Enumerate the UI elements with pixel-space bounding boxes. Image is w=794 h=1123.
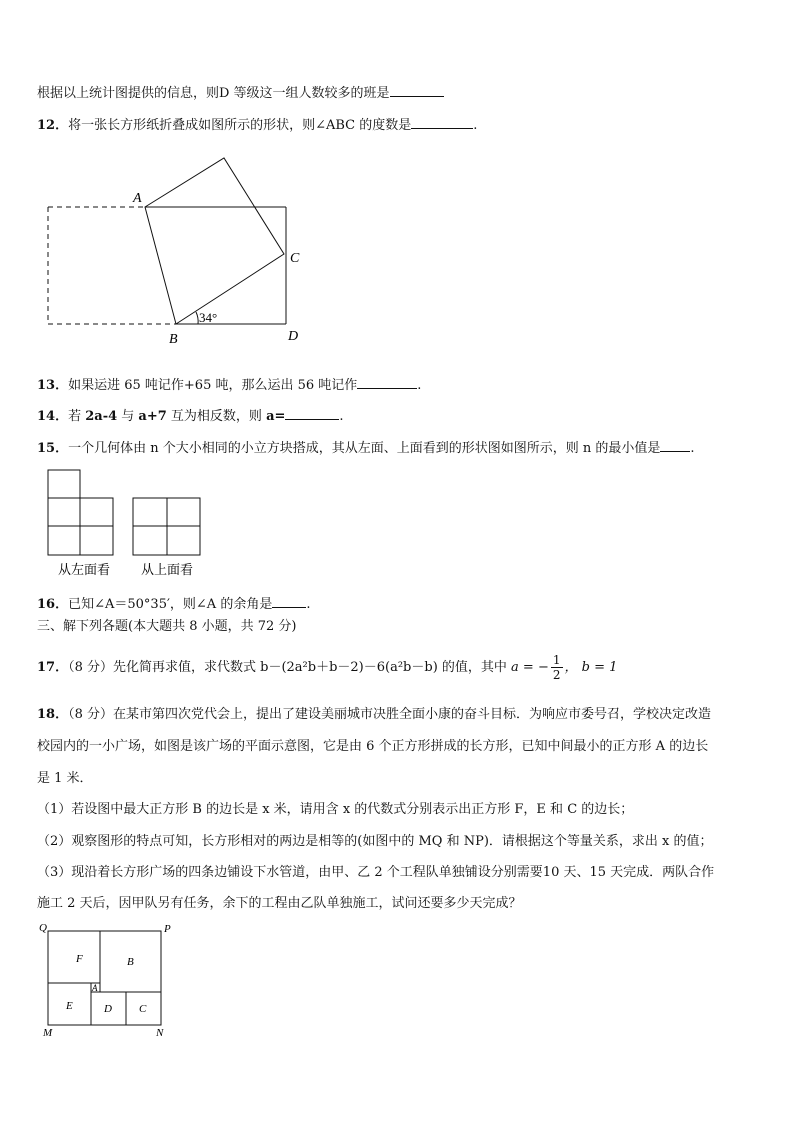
question-end: . [417,378,422,393]
label-p: P [164,923,171,935]
label-q: Q [39,922,47,934]
question-text: （8 分）在某市第四次党代会上，提出了建设美丽城市决胜全面小康的奋斗目标．为响应市委号召，学校决定改造 [68,707,711,722]
label-m: M [43,1027,53,1039]
question-text: 一个几何体由 n 个大小相同的小立方块搭成，其从左面、上面看到的形状图如图所示，则 n 的最小值是 [68,441,661,456]
question-end: . [339,409,344,424]
label-d: D [288,329,299,344]
question-text: （8 分）先化简再求值，求代数式 b－(2a²b＋b－2)－6(a²b－b) 的值，其中 [68,660,507,675]
label-d: D [104,1003,112,1015]
question-text: 将一张长方形纸折叠成如图所示的形状，则∠ABC 的度数是 [68,118,412,133]
sub-question-text: （1）若设图中最大正方形 B 的边长是 x 米，请用含 x 的代数式分别表示出正方形 F，E 和 C 的边长； [37,802,634,817]
question-text: 是 1 米． [37,771,93,786]
label-f: F [76,953,83,965]
intro-text: 根据以上统计图提供的信息，则D 等级这一组人数较多的班是 [37,86,390,101]
section-title-text: 三、解下列各题(本大题共 8 小题，共 72 分) [37,619,297,634]
question-text: 已知∠A＝50°35′，则∠A 的余角是 [68,597,273,612]
square-f [48,931,100,983]
question-number: 14． [37,409,69,424]
question-number: 15． [37,441,69,456]
label-n: N [156,1027,164,1039]
question-number: 17． [37,660,69,675]
question-text: 如果运进 65 吨记作+65 吨，那么运出 56 吨记作 [68,378,358,393]
left-view-caption: 从左面看 [58,562,111,577]
question-number: 18． [37,707,69,722]
fraction-denominator: 2 [552,668,561,682]
label-a: A [133,191,142,206]
question-end: . [690,441,695,456]
question-text: 与 [117,409,139,424]
label-e: E [66,1000,73,1012]
fraction-numerator: 1 [552,653,561,667]
question-text: 若 [68,409,86,424]
expression-2: a+7 [138,409,167,424]
sub-question-text: （2）观察图形的特点可知，长方形相对的两边是相等的(如图中的 MQ 和 NP)．请根据这个等量关系，求出 x 的值； [37,834,713,849]
question-text: 校园内的一小广场，如图是该广场的平面示意图，它是由 6 个正方形拼成的长方形，已知中间最小的正方形 A 的边长 [37,739,709,754]
top-view-caption: 从上面看 [141,562,194,577]
question-end: . [306,597,311,612]
question-number: 13． [37,378,69,393]
label-b: B [169,332,178,347]
question-number: 16． [37,597,69,612]
question-text: 互为相反数，则 [166,409,267,424]
label-b: B [127,956,134,968]
sub-question-text: 施工 2 天后，因甲队另有任务，余下的工程由乙队单独施工，试问还要多少天完成？ [37,896,522,911]
sub-question-text: （3）现沿着长方形广场的四条边铺设下水管道，由甲、乙 2 个工程队单独铺设分别需要10 天、15 天完成．两队合作 [37,865,715,880]
label-a: A [92,983,98,993]
a-equals: a = − [511,660,549,675]
question-end: . [473,118,478,133]
b-equals: ， b = 1 [564,660,618,675]
label-c: C [290,251,300,266]
angle-label: 34° [199,310,218,325]
question-number: 12． [37,118,69,133]
expression-1: 2a-4 [85,409,118,424]
label-c: C [139,1003,147,1015]
variable-label: a= [266,409,286,424]
